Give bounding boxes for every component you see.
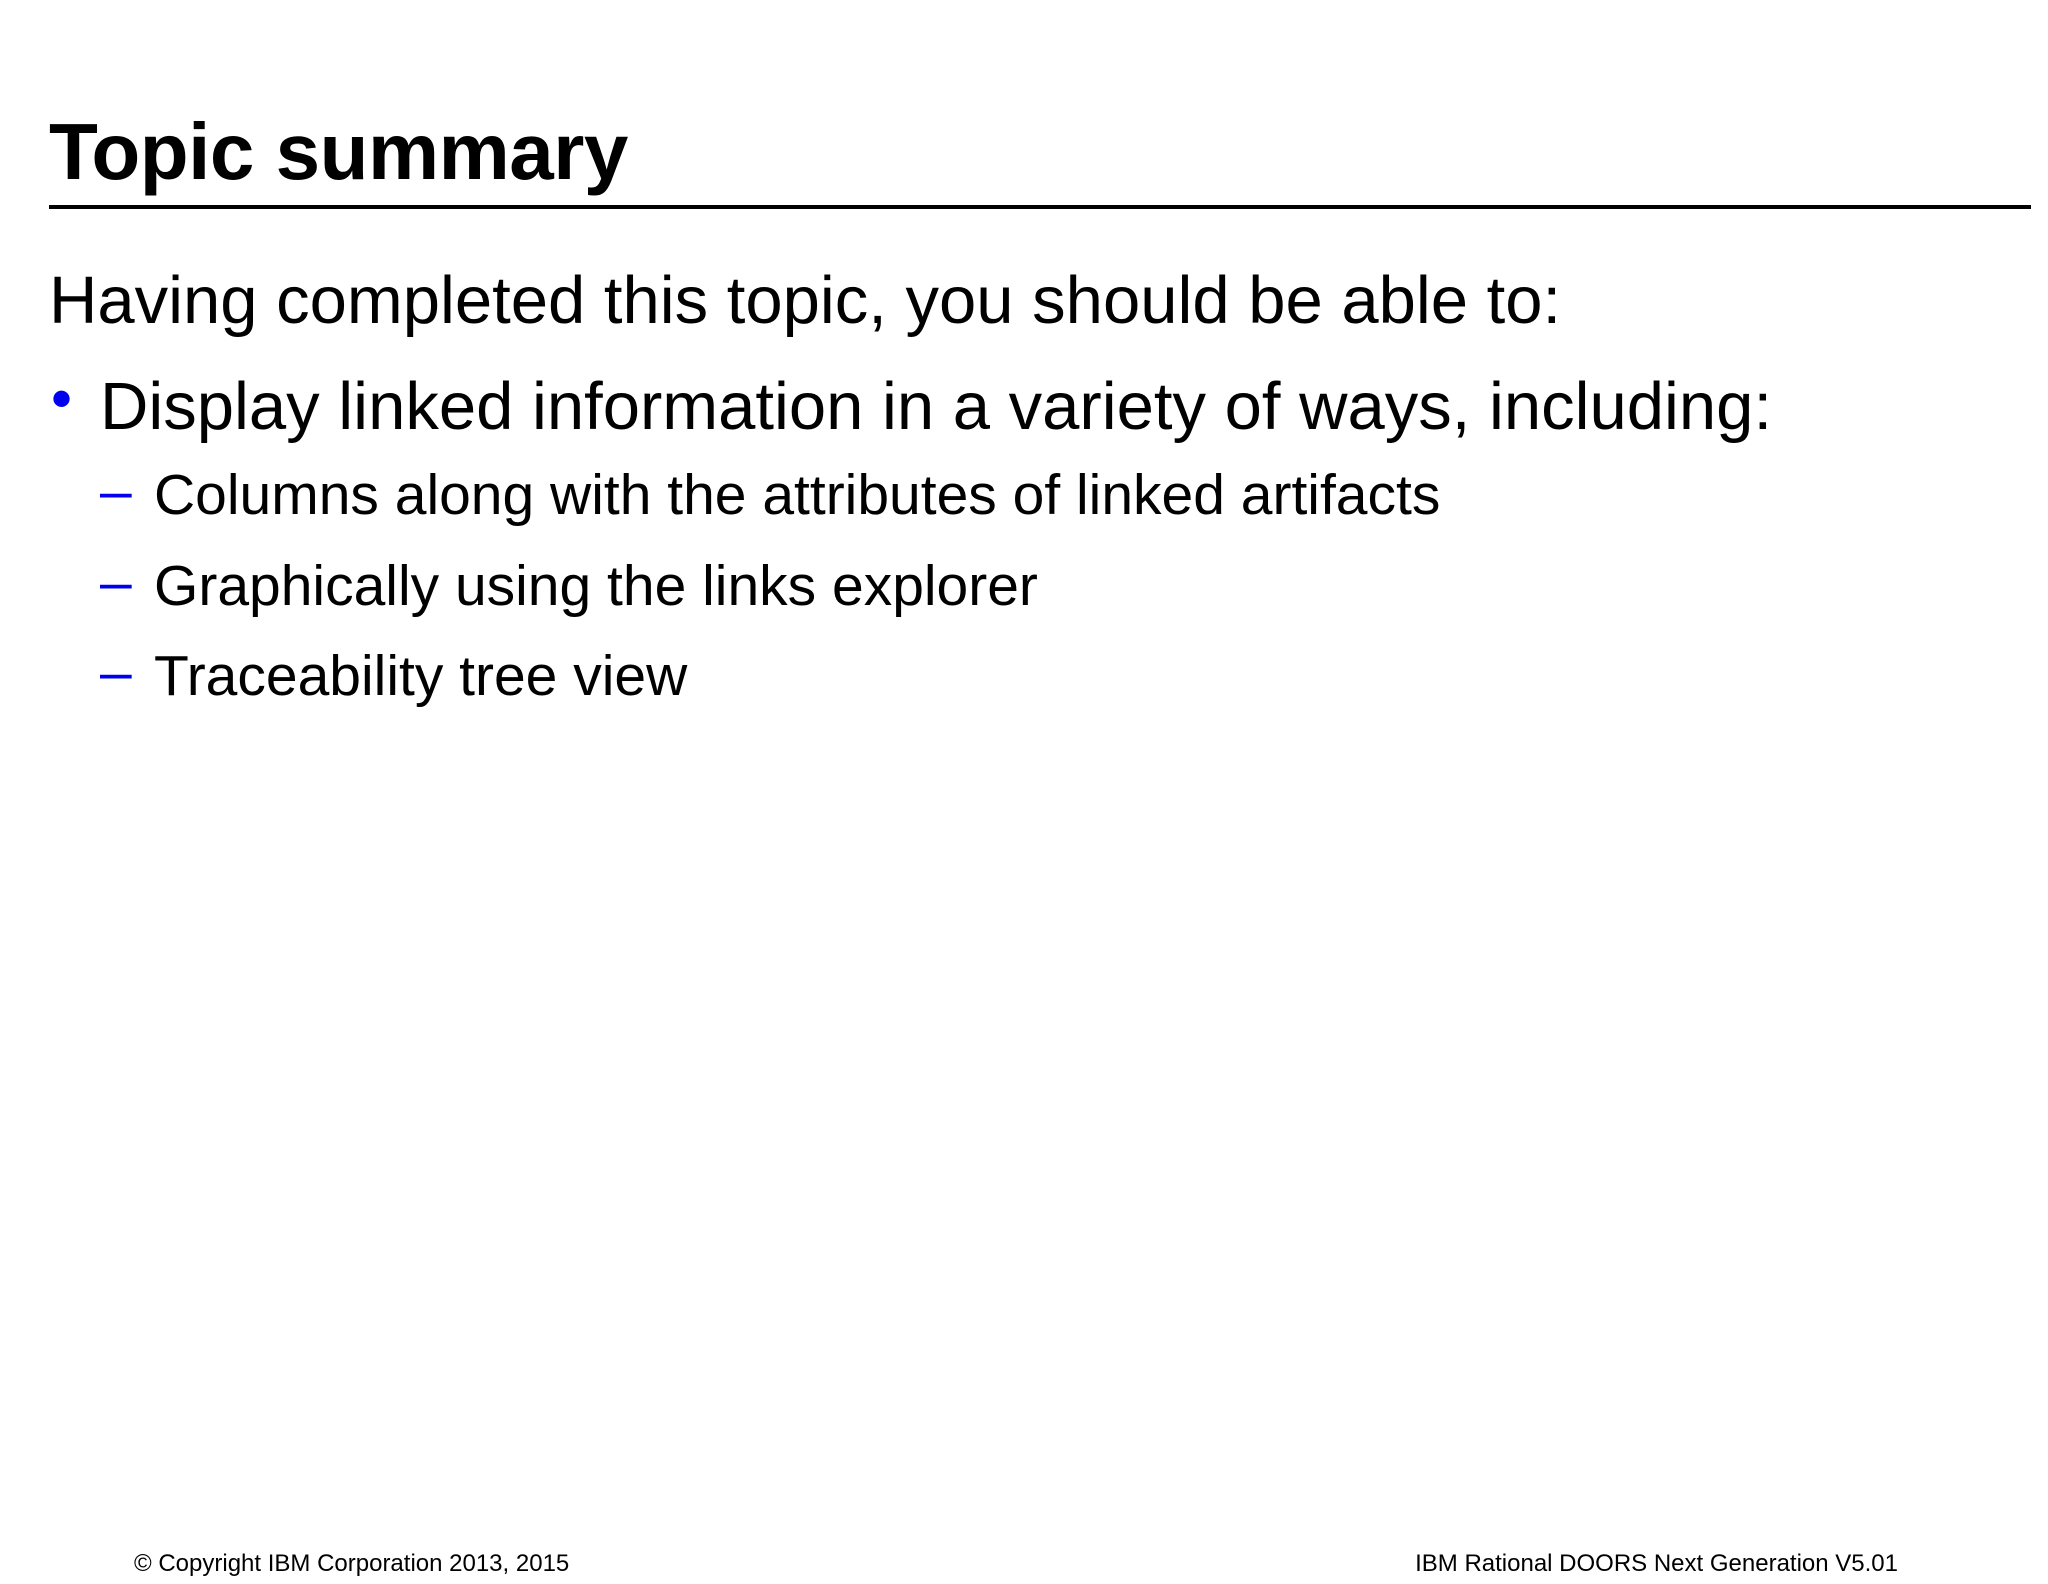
sub-bullet-list (100, 459, 1999, 710)
slide-title: Topic summary (49, 107, 628, 196)
dash-icon: – (100, 549, 132, 614)
bullet-item (49, 365, 1999, 710)
sub-bullet-item (100, 640, 1999, 710)
bullet-text: Display linked information in a variety of ways, including: (100, 369, 1773, 444)
dash-icon: – (100, 459, 132, 524)
sub-bullet-text: Columns along with the attributes of linked artifacts (154, 463, 1441, 528)
footer-copyright: © Copyright IBM Corporation 2013, 2015 (134, 1550, 570, 1577)
dash-icon: – (100, 640, 132, 705)
title-divider (49, 205, 2031, 209)
sub-bullet-text: Traceability tree view (154, 644, 688, 709)
sub-bullet-item (100, 459, 1999, 529)
footer-product-name: IBM Rational DOORS Next Generation V5.01 (1415, 1550, 1898, 1577)
bullet-list (49, 365, 1999, 735)
bullet-dot-icon: • (51, 365, 73, 432)
intro-text: Having completed this topic, you should be able to: (49, 263, 1562, 338)
sub-bullet-item (100, 549, 1999, 620)
sub-bullet-text: Graphically using the links explorer (154, 553, 1038, 618)
